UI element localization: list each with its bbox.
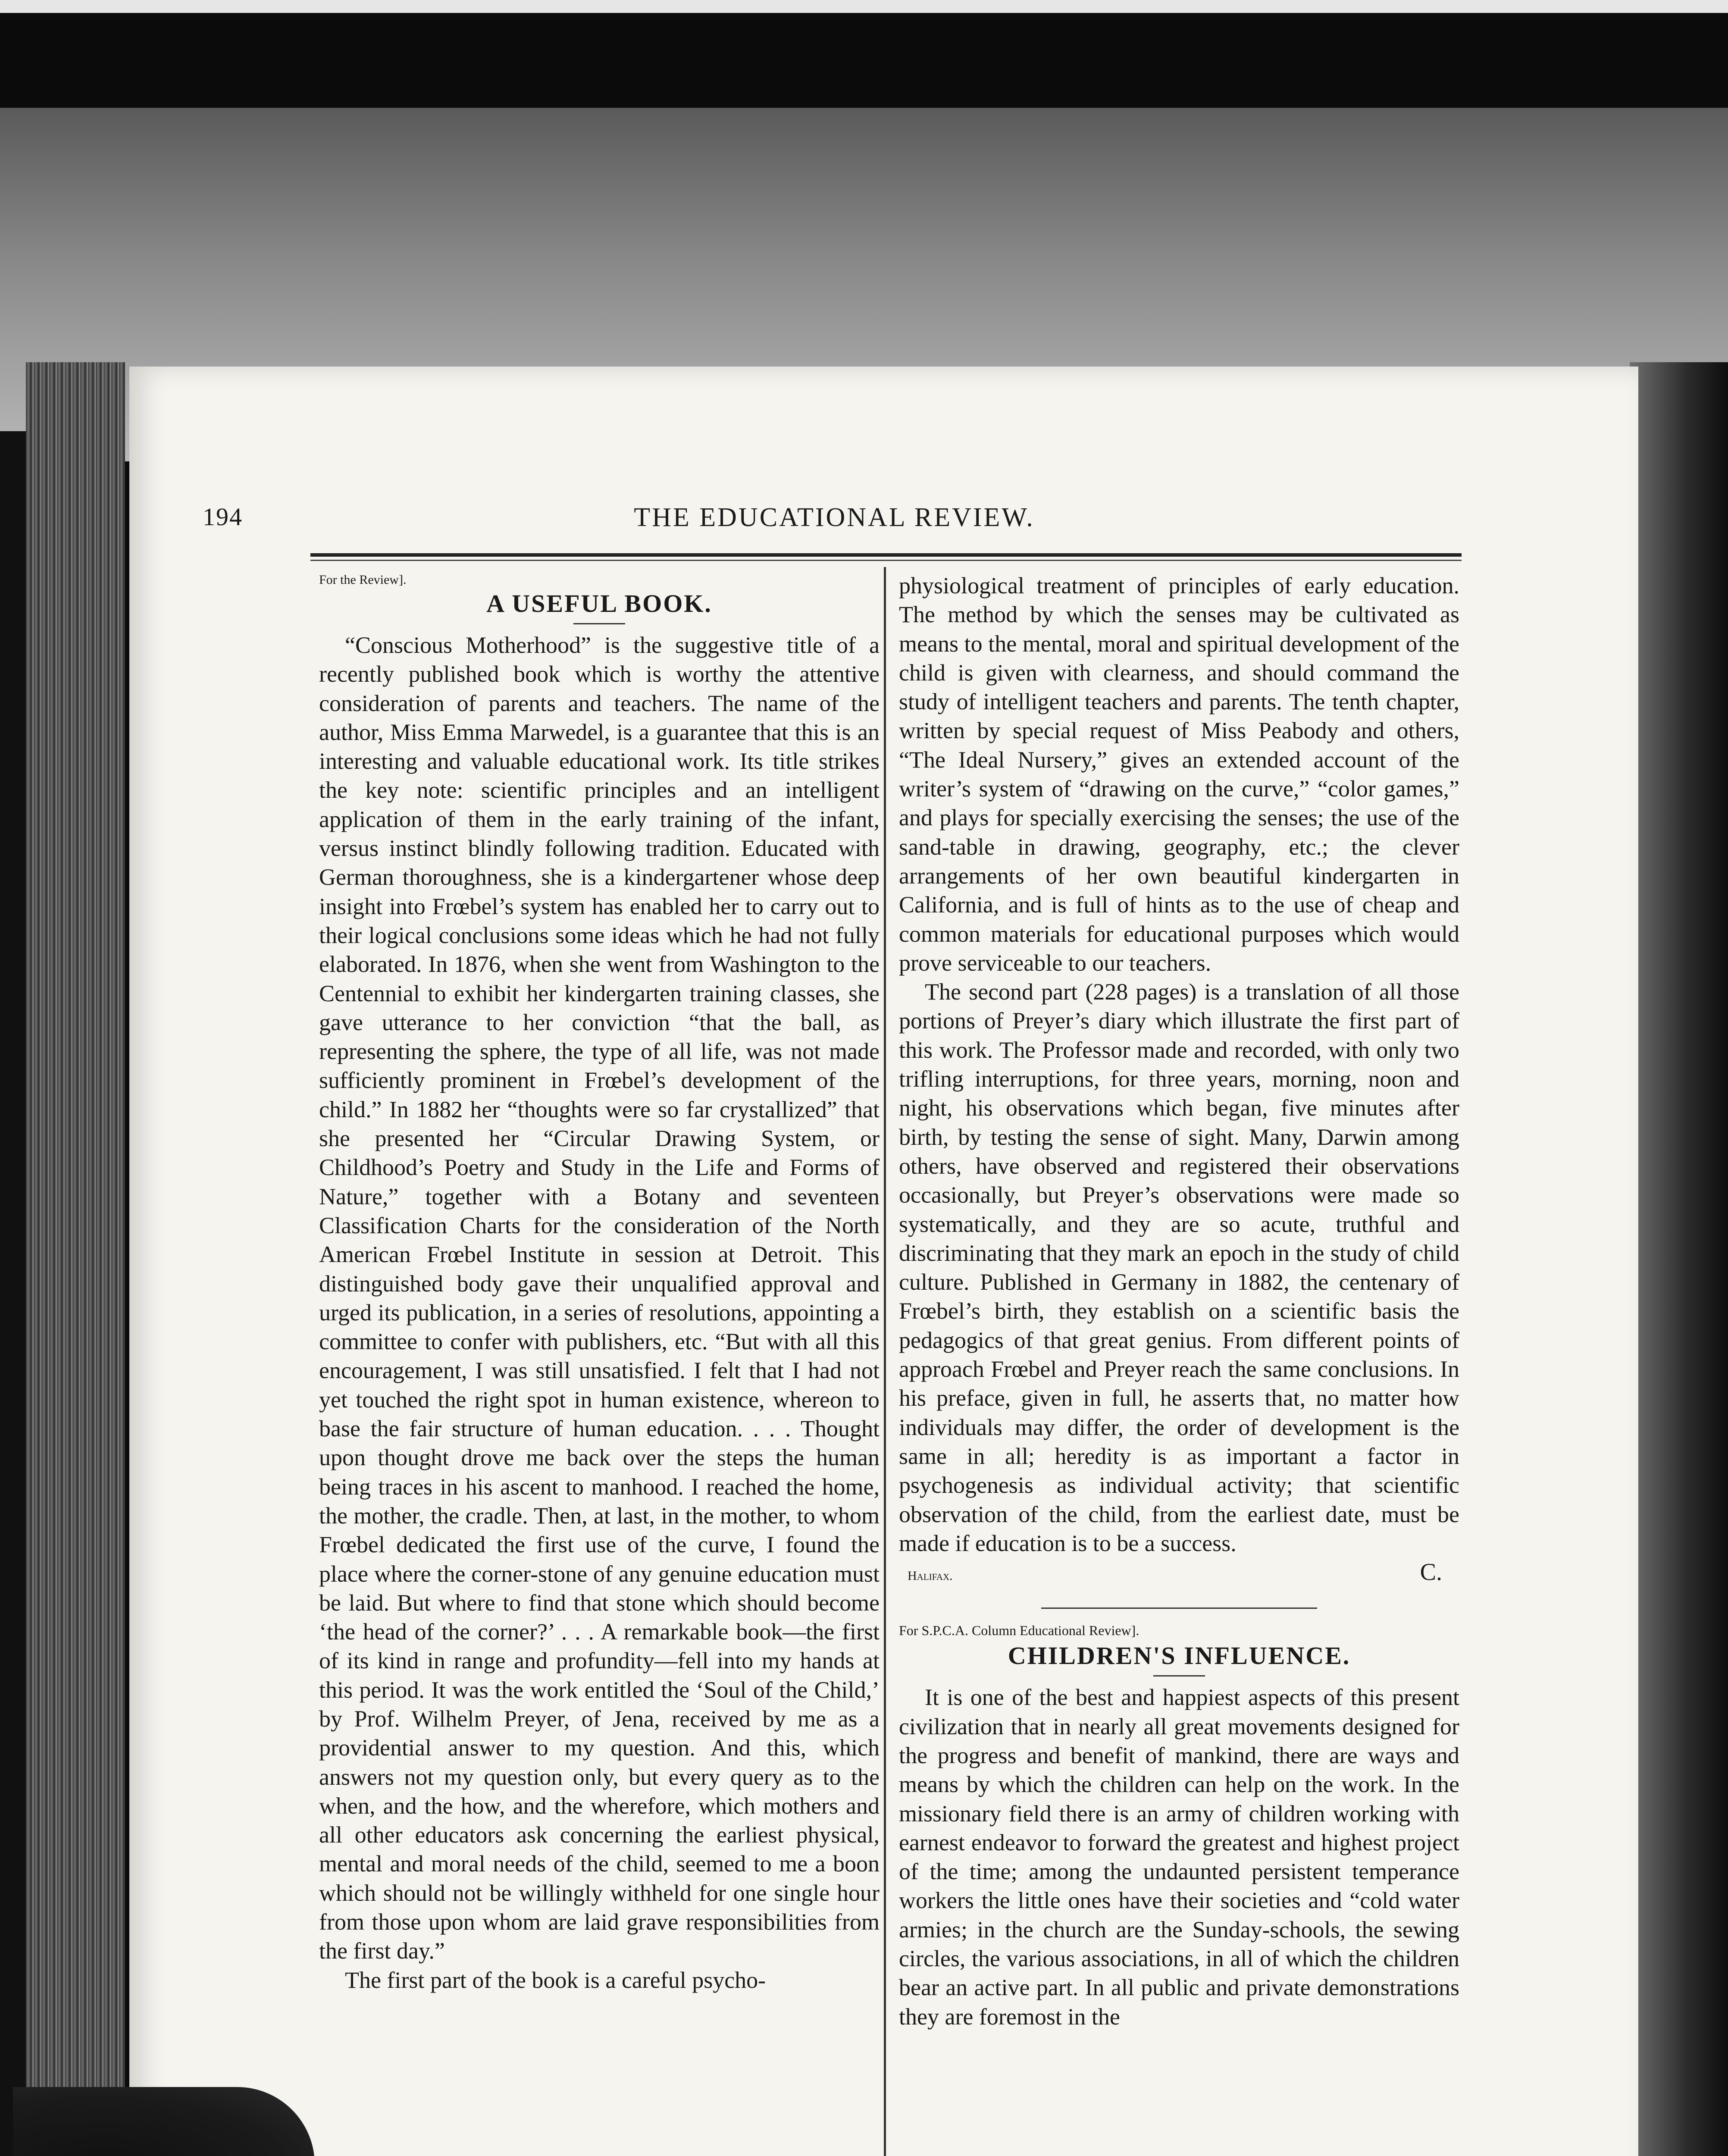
- article-separator: [1041, 1608, 1317, 1609]
- title-rule: [573, 623, 625, 624]
- article1-continuation: physiological treatment of principles of early education. The method by which the senses may be cultivated as means to the mental, moral and spiritual development of the child is given with clearness, and should command the study of intelligent teachers and parents. The tenth chapter, written by special request of Miss Peabody and others, “The Ideal Nursery,” gives an extended account of the writer’s system of “drawing on the curve,” “color games,” and plays for specially exercising the senses; the use of the sand-table in drawing, geography, etc.; the clever arrangements of her own beautiful kindergarten in California, and is full of hints as to the use of cheap and common materials for educational purposes which would prove serviceable to our teachers.: [899, 573, 1459, 976]
- header-rule-thick: [310, 553, 1462, 557]
- column-divider: [884, 567, 886, 2156]
- right-column: [899, 571, 1459, 2031]
- right-shadow: [1630, 362, 1728, 2156]
- article1-author-initial: C.: [1420, 1559, 1442, 1586]
- thumb-shadow: [13, 2087, 315, 2156]
- article1-paragraph: The second part (228 pages) is a translation of all those portions of Preyer’s diary which illustrate the first part of this work. The Professor made and recorded, with only two trifling interruptions, for three years, morning, noon and night, his observations which began, five minutes after birth, by testing the sense of sight. Many, Darwin among others, have observed and registered their observations occasionally, but Preyer’s observations were made so systematically, and they are so acute, truthful and discriminating that they mark an epoch in the study of child culture. Published in Germany in 1882, the centenary of Frœbel’s birth, they establish on a scientific basis the pedagogics of that great genius. From different points of approach Frœbel and Preyer reach the same conclusions. In his preface, given in full, he asserts that, no matter how individuals may differ, the order of development is the same in all; heredity is as important a factor in psychogenesis as individual activity; that scientific observation of the child, from the earliest date, must be made if education is to be a success.: [899, 979, 1459, 1556]
- journal-title: THE EDUCATIONAL REVIEW.: [634, 503, 1035, 532]
- header-rule-thin: [310, 560, 1462, 561]
- article2-title: CHILDREN'S INFLUENCE.: [1008, 1642, 1351, 1670]
- article1-credit: For the Review].: [319, 573, 407, 587]
- article1-signoff: [899, 1558, 1459, 1590]
- page-number: 194: [203, 503, 243, 531]
- article1-paragraph: “Conscious Motherhood” is the suggestive title of a recently published book which is worthy the attentive consideration of parents and teachers. The name of the author, Miss Emma Marwedel, is a guarantee that this is an interesting and valuable educational work. Its title strikes the key note: scientific principles and an intelligent application of them in the early training of the infant, versus instinct blindly following tradition. Educated with German thoroughness, she is a kindergartener whose deep insight into Frœbel’s system has enabled her to carry out to their logical conclusions some ideas which he had not fully elaborated. In 1876, when she went from Washington to the Centennial to exhibit her kindergarten training classes, she gave utterance to her conviction “that the ball, as representing the sphere, the type of all life, was not made sufficiently prominent in Frœbel’s development of the child.” In 1882 her “thoughts were so far crystallized” that she presented her “Circular Drawing System, or Childhood’s Poetry and Study in the Life and Forms of Nature,” together with a Botany and seventeen Classification Charts for the consideration of the North American Frœbel Institute in session at Detroit. This distinguished body gave their unqualified approval and urged its publication, in a series of resolutions, appointing a committee to confer with publishers, etc. “But with all this encouragement, I was still unsatisfied. I felt that I had not yet touched the right spot in human existence, whereon to base the fair structure of human education. . . . Thought upon thought drove me back over the steps the human being traces in his ascent to manhood. I reached the home, the mother, the cradle. Then, at last, in the mother, to whom Frœbel dedicated the first use of the curve, I found the place where the corner-stone of any genuine education must be laid. But where to find that stone which should become ‘the head of the corner?’ . . . A remarkable book—the first of its kind in range and profundity—fell into my hands at this period. It was the work entitled the ‘Soul of the Child,’ by Prof. Wilhelm Preyer, of Jena, received by me as a providential answer to my question. And this, which answers not my question only, but every query as to the when, and the how, and the wherefore, which mothers and all other educators ask concerning the earliest physical, mental and moral needs of the child, seemed to me a boon which should not be willingly withheld for one single hour from those upon whom are laid grave responsibilities from the first day.”: [319, 632, 880, 1964]
- article2-paragraph: It is one of the best and happiest aspects of this present civilization that in nearly all great movements designed for the progress and benefit of mankind, there are ways and means by which the children can help on the work. In the missionary field there is an army of children working with earnest endeavor to forward the greatest and highest project of the time; among the undaunted persistent temperance workers the little ones have their societies and “cold water armies; in the church are the Sunday-schools, the sewing circles, the various associations, in all of which the children bear an active part. In all public and private demonstrations they are foremost in the: [899, 1684, 1459, 2030]
- running-header: [203, 502, 1466, 537]
- article1-paragraph: The first part of the book is a careful psycho-: [345, 1967, 766, 1993]
- left-column: [319, 571, 880, 1995]
- title-rule: [1153, 1675, 1205, 1677]
- article1-title: A USEFUL BOOK.: [486, 589, 712, 617]
- article1-place: Halifax.: [908, 1569, 953, 1583]
- book-page-edges: [26, 362, 125, 2156]
- article2-credit: For S.P.C.A. Column Educational Review].: [899, 1623, 1139, 1639]
- scanner-top-band: [0, 0, 1728, 13]
